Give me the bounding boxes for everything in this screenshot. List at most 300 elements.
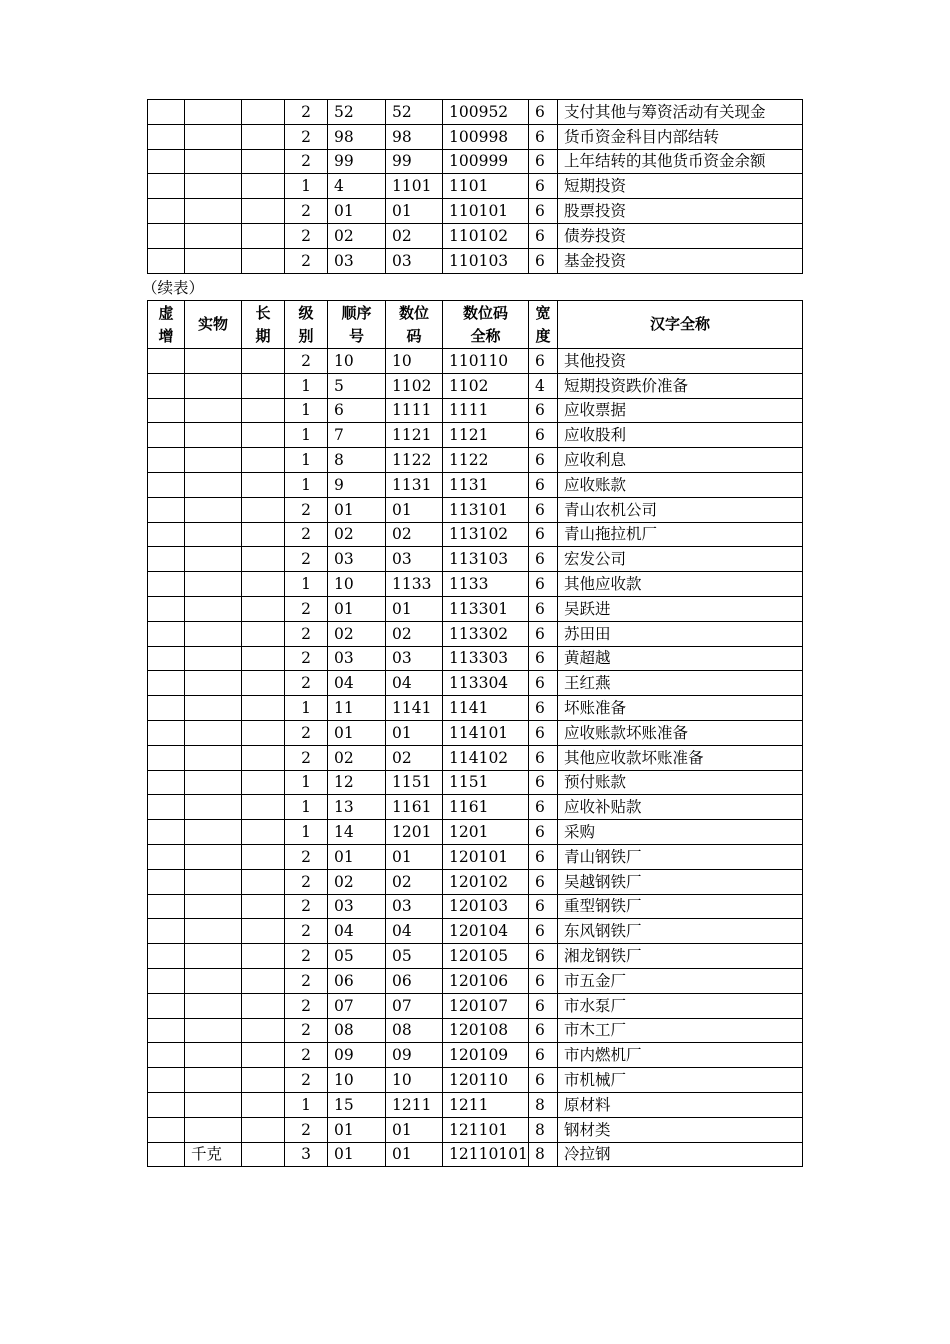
cell-sequence: 04 [328, 671, 386, 696]
cell-unit [185, 993, 242, 1018]
cell-width: 6 [529, 720, 558, 745]
cell-unit [185, 646, 242, 671]
cell-digit-code: 01 [386, 720, 443, 745]
table-row [148, 1117, 803, 1142]
cell-virtual [148, 448, 185, 473]
cell-sequence: 03 [328, 646, 386, 671]
cell-digit-code: 02 [386, 522, 443, 547]
table-row [148, 596, 803, 621]
cell-width: 6 [529, 1068, 558, 1093]
table-row [148, 844, 803, 869]
table-row [148, 1043, 803, 1068]
cell-width: 6 [529, 820, 558, 845]
cell-name: 应收账款坏账准备 [558, 720, 803, 745]
cell-sequence: 04 [328, 919, 386, 944]
table-row [148, 919, 803, 944]
cell-unit [185, 1092, 242, 1117]
table-row [148, 795, 803, 820]
cell-long-term [242, 720, 285, 745]
cell-long-term [242, 522, 285, 547]
cell-long-term [242, 944, 285, 969]
cell-name: 应收股利 [558, 423, 803, 448]
table-row [148, 423, 803, 448]
cell-unit [185, 844, 242, 869]
cell-long-term [242, 1043, 285, 1068]
cell-unit [185, 795, 242, 820]
cell-name: 债券投资 [558, 223, 803, 248]
cell-full-code: 1201 [443, 820, 529, 845]
table-row [148, 993, 803, 1018]
cell-level: 2 [285, 894, 328, 919]
cell-unit [185, 919, 242, 944]
cell-sequence: 03 [328, 248, 386, 273]
cell-name: 宏发公司 [558, 547, 803, 572]
account-table-top [147, 99, 803, 274]
cell-width: 6 [529, 894, 558, 919]
cell-level: 2 [285, 1018, 328, 1043]
cell-unit [185, 869, 242, 894]
cell-sequence: 02 [328, 745, 386, 770]
cell-sequence: 05 [328, 944, 386, 969]
cell-sequence: 02 [328, 621, 386, 646]
cell-full-code: 113304 [443, 671, 529, 696]
cell-name: 市内燃机厂 [558, 1043, 803, 1068]
cell-width: 8 [529, 1092, 558, 1117]
cell-long-term [242, 894, 285, 919]
table-row [148, 398, 803, 423]
cell-full-code: 114101 [443, 720, 529, 745]
cell-sequence: 15 [328, 1092, 386, 1117]
table-row [148, 223, 803, 248]
cell-width: 6 [529, 671, 558, 696]
cell-name: 重型钢铁厂 [558, 894, 803, 919]
cell-sequence: 01 [328, 1142, 386, 1167]
cell-width: 6 [529, 100, 558, 125]
cell-virtual [148, 100, 185, 125]
cell-level: 1 [285, 448, 328, 473]
cell-long-term [242, 124, 285, 149]
cell-long-term [242, 174, 285, 199]
cell-level: 1 [285, 820, 328, 845]
table-row [148, 770, 803, 795]
cell-digit-code: 01 [386, 596, 443, 621]
cell-level: 2 [285, 199, 328, 224]
cell-virtual [148, 720, 185, 745]
cell-digit-code: 98 [386, 124, 443, 149]
cell-full-code: 113103 [443, 547, 529, 572]
cell-virtual [148, 149, 185, 174]
cell-width: 6 [529, 248, 558, 273]
cell-name: 市水泵厂 [558, 993, 803, 1018]
cell-full-code: 120102 [443, 869, 529, 894]
cell-full-code: 110110 [443, 349, 529, 374]
cell-digit-code: 02 [386, 745, 443, 770]
cell-width: 6 [529, 745, 558, 770]
cell-long-term [242, 349, 285, 374]
cell-width: 6 [529, 149, 558, 174]
account-table-main [147, 300, 803, 1167]
cell-full-code: 100952 [443, 100, 529, 125]
cell-level: 2 [285, 869, 328, 894]
cell-name: 基金投资 [558, 248, 803, 273]
cell-unit [185, 596, 242, 621]
header-physical: 实物 [185, 301, 242, 349]
cell-unit [185, 199, 242, 224]
cell-sequence: 98 [328, 124, 386, 149]
cell-unit [185, 547, 242, 572]
header-virtual: 虚 增 [148, 301, 185, 349]
header-row [148, 301, 803, 349]
cell-level: 2 [285, 944, 328, 969]
cell-virtual [148, 1092, 185, 1117]
cell-width: 6 [529, 423, 558, 448]
cell-digit-code: 1151 [386, 770, 443, 795]
cell-digit-code: 01 [386, 199, 443, 224]
cell-sequence: 9 [328, 472, 386, 497]
cell-virtual [148, 596, 185, 621]
cell-long-term [242, 596, 285, 621]
cell-full-code: 113301 [443, 596, 529, 621]
cell-unit [185, 398, 242, 423]
cell-width: 6 [529, 174, 558, 199]
cell-sequence: 12 [328, 770, 386, 795]
cell-full-code: 1133 [443, 572, 529, 597]
cell-unit: 千克 [185, 1142, 242, 1167]
cell-sequence: 10 [328, 1068, 386, 1093]
table-row [148, 349, 803, 374]
cell-level: 2 [285, 720, 328, 745]
cell-name: 采购 [558, 820, 803, 845]
table-row [148, 646, 803, 671]
cell-digit-code: 04 [386, 919, 443, 944]
cell-level: 2 [285, 149, 328, 174]
cell-unit [185, 497, 242, 522]
cell-sequence: 01 [328, 844, 386, 869]
cell-long-term [242, 844, 285, 869]
cell-unit [185, 248, 242, 273]
table-row [148, 869, 803, 894]
cell-digit-code: 03 [386, 894, 443, 919]
cell-full-code: 120110 [443, 1068, 529, 1093]
cell-full-code: 1111 [443, 398, 529, 423]
cell-full-code: 1141 [443, 696, 529, 721]
cell-full-code: 120106 [443, 968, 529, 993]
header-digit-code: 数位 码 [386, 301, 443, 349]
cell-virtual [148, 968, 185, 993]
cell-width: 6 [529, 968, 558, 993]
cell-level: 3 [285, 1142, 328, 1167]
cell-long-term [242, 448, 285, 473]
cell-level: 2 [285, 671, 328, 696]
cell-level: 2 [285, 596, 328, 621]
header-name: 汉字全称 [558, 301, 803, 349]
cell-unit [185, 621, 242, 646]
cell-width: 6 [529, 1043, 558, 1068]
cell-sequence: 06 [328, 968, 386, 993]
cell-name: 东风钢铁厂 [558, 919, 803, 944]
table-row [148, 572, 803, 597]
cell-unit [185, 894, 242, 919]
cell-level: 2 [285, 223, 328, 248]
cell-full-code: 120105 [443, 944, 529, 969]
cell-width: 6 [529, 497, 558, 522]
cell-width: 6 [529, 869, 558, 894]
cell-unit [185, 522, 242, 547]
cell-virtual [148, 1142, 185, 1167]
cell-unit [185, 1018, 242, 1043]
cell-long-term [242, 696, 285, 721]
cell-level: 2 [285, 646, 328, 671]
cell-name: 青山拖拉机厂 [558, 522, 803, 547]
cell-long-term [242, 248, 285, 273]
table-row [148, 522, 803, 547]
table-row [148, 820, 803, 845]
cell-full-code: 110101 [443, 199, 529, 224]
cell-unit [185, 968, 242, 993]
cell-long-term [242, 646, 285, 671]
cell-digit-code: 06 [386, 968, 443, 993]
cell-digit-code: 07 [386, 993, 443, 1018]
cell-virtual [148, 124, 185, 149]
cell-long-term [242, 1117, 285, 1142]
cell-width: 6 [529, 844, 558, 869]
cell-unit [185, 349, 242, 374]
cell-full-code: 120101 [443, 844, 529, 869]
cell-sequence: 01 [328, 596, 386, 621]
table-row [148, 547, 803, 572]
cell-unit [185, 696, 242, 721]
cell-digit-code: 04 [386, 671, 443, 696]
cell-virtual [148, 1068, 185, 1093]
cell-full-code: 120103 [443, 894, 529, 919]
cell-full-code: 120107 [443, 993, 529, 1018]
cell-width: 4 [529, 373, 558, 398]
cell-name: 青山农机公司 [558, 497, 803, 522]
cell-sequence: 03 [328, 894, 386, 919]
cell-digit-code: 03 [386, 248, 443, 273]
cell-level: 1 [285, 795, 328, 820]
cell-digit-code: 1161 [386, 795, 443, 820]
table-row [148, 1142, 803, 1167]
cell-digit-code: 1201 [386, 820, 443, 845]
cell-sequence: 8 [328, 448, 386, 473]
cell-width: 6 [529, 349, 558, 374]
cell-digit-code: 1121 [386, 423, 443, 448]
cell-long-term [242, 795, 285, 820]
cell-full-code: 1122 [443, 448, 529, 473]
cell-level: 2 [285, 745, 328, 770]
cell-level: 1 [285, 1092, 328, 1117]
cell-name: 股票投资 [558, 199, 803, 224]
table-row [148, 149, 803, 174]
cell-digit-code: 02 [386, 869, 443, 894]
cell-name: 货币资金科目内部结转 [558, 124, 803, 149]
table-row [148, 621, 803, 646]
table-header [148, 301, 803, 349]
cell-sequence: 08 [328, 1018, 386, 1043]
cell-sequence: 09 [328, 1043, 386, 1068]
table-row [148, 745, 803, 770]
cell-virtual [148, 497, 185, 522]
table-row [148, 671, 803, 696]
cell-full-code: 114102 [443, 745, 529, 770]
cell-digit-code: 09 [386, 1043, 443, 1068]
cell-unit [185, 174, 242, 199]
cell-width: 6 [529, 596, 558, 621]
cell-sequence: 7 [328, 423, 386, 448]
cell-level: 2 [285, 349, 328, 374]
cell-width: 6 [529, 1018, 558, 1043]
cell-name: 应收补贴款 [558, 795, 803, 820]
cell-unit [185, 100, 242, 125]
cell-unit [185, 472, 242, 497]
cell-full-code: 100998 [443, 124, 529, 149]
cell-virtual [148, 472, 185, 497]
cell-sequence: 99 [328, 149, 386, 174]
cell-width: 6 [529, 547, 558, 572]
cell-virtual [148, 745, 185, 770]
cell-name: 短期投资跌价准备 [558, 373, 803, 398]
cell-full-code: 113302 [443, 621, 529, 646]
cell-digit-code: 02 [386, 621, 443, 646]
cell-virtual [148, 248, 185, 273]
cell-unit [185, 944, 242, 969]
cell-level: 1 [285, 572, 328, 597]
cell-virtual [148, 373, 185, 398]
cell-full-code: 120109 [443, 1043, 529, 1068]
cell-sequence: 01 [328, 720, 386, 745]
cell-virtual [148, 993, 185, 1018]
table-row [148, 894, 803, 919]
cell-level: 1 [285, 423, 328, 448]
cell-unit [185, 1117, 242, 1142]
cell-name: 支付其他与筹资活动有关现金 [558, 100, 803, 125]
cell-full-code: 120108 [443, 1018, 529, 1043]
table-row [148, 199, 803, 224]
cell-long-term [242, 199, 285, 224]
cell-virtual [148, 1018, 185, 1043]
cell-unit [185, 1043, 242, 1068]
cell-width: 6 [529, 199, 558, 224]
cell-virtual [148, 349, 185, 374]
cell-full-code: 100999 [443, 149, 529, 174]
cell-digit-code: 03 [386, 646, 443, 671]
cell-name: 原材料 [558, 1092, 803, 1117]
cell-full-code: 1151 [443, 770, 529, 795]
cell-unit [185, 770, 242, 795]
cell-virtual [148, 522, 185, 547]
cell-long-term [242, 572, 285, 597]
table-row [148, 1092, 803, 1117]
cell-virtual [148, 398, 185, 423]
cell-long-term [242, 149, 285, 174]
cell-full-code: 113102 [443, 522, 529, 547]
cell-level: 1 [285, 373, 328, 398]
cell-full-code: 121101 [443, 1117, 529, 1142]
cell-name: 青山钢铁厂 [558, 844, 803, 869]
cell-level: 2 [285, 968, 328, 993]
cell-name: 市木工厂 [558, 1018, 803, 1043]
header-width: 宽 度 [529, 301, 558, 349]
cell-digit-code: 1141 [386, 696, 443, 721]
cell-name: 冷拉钢 [558, 1142, 803, 1167]
cell-digit-code: 1101 [386, 174, 443, 199]
cell-name: 其他应收款坏账准备 [558, 745, 803, 770]
cell-sequence: 5 [328, 373, 386, 398]
cell-unit [185, 448, 242, 473]
cell-virtual [148, 944, 185, 969]
cell-level: 2 [285, 124, 328, 149]
cell-digit-code: 01 [386, 1142, 443, 1167]
cell-digit-code: 1102 [386, 373, 443, 398]
cell-sequence: 14 [328, 820, 386, 845]
cell-long-term [242, 373, 285, 398]
cell-width: 6 [529, 795, 558, 820]
cell-name: 应收利息 [558, 448, 803, 473]
cell-sequence: 4 [328, 174, 386, 199]
cell-name: 其他应收款 [558, 572, 803, 597]
cell-virtual [148, 572, 185, 597]
cell-long-term [242, 547, 285, 572]
cell-long-term [242, 472, 285, 497]
cell-unit [185, 720, 242, 745]
cell-level: 1 [285, 398, 328, 423]
cell-virtual [148, 696, 185, 721]
cell-unit [185, 149, 242, 174]
cell-width: 6 [529, 696, 558, 721]
cell-full-code: 1161 [443, 795, 529, 820]
cell-name: 应收票据 [558, 398, 803, 423]
cell-sequence: 02 [328, 869, 386, 894]
cell-full-code: 120104 [443, 919, 529, 944]
cell-level: 2 [285, 1068, 328, 1093]
cell-full-code: 110103 [443, 248, 529, 273]
cell-unit [185, 373, 242, 398]
cell-width: 6 [529, 646, 558, 671]
cell-name: 吴越钢铁厂 [558, 869, 803, 894]
cell-level: 2 [285, 248, 328, 273]
cell-sequence: 01 [328, 497, 386, 522]
cell-unit [185, 423, 242, 448]
cell-name: 市五金厂 [558, 968, 803, 993]
cell-full-code: 12110101 [443, 1142, 529, 1167]
table-row [148, 373, 803, 398]
cell-digit-code: 02 [386, 223, 443, 248]
cell-long-term [242, 919, 285, 944]
cell-width: 6 [529, 621, 558, 646]
cell-unit [185, 223, 242, 248]
cell-level: 1 [285, 174, 328, 199]
cell-level: 2 [285, 993, 328, 1018]
table-row [148, 174, 803, 199]
cell-long-term [242, 1092, 285, 1117]
cell-level: 1 [285, 472, 328, 497]
cell-sequence: 10 [328, 349, 386, 374]
cell-long-term [242, 1142, 285, 1167]
cell-digit-code: 1111 [386, 398, 443, 423]
table-row [148, 720, 803, 745]
cell-long-term [242, 223, 285, 248]
main-table-body [148, 349, 803, 1167]
cell-sequence: 02 [328, 223, 386, 248]
cell-sequence: 6 [328, 398, 386, 423]
cell-virtual [148, 1117, 185, 1142]
cell-sequence: 52 [328, 100, 386, 125]
cell-unit [185, 671, 242, 696]
table-row [148, 472, 803, 497]
cell-sequence: 01 [328, 199, 386, 224]
cell-full-code: 110102 [443, 223, 529, 248]
